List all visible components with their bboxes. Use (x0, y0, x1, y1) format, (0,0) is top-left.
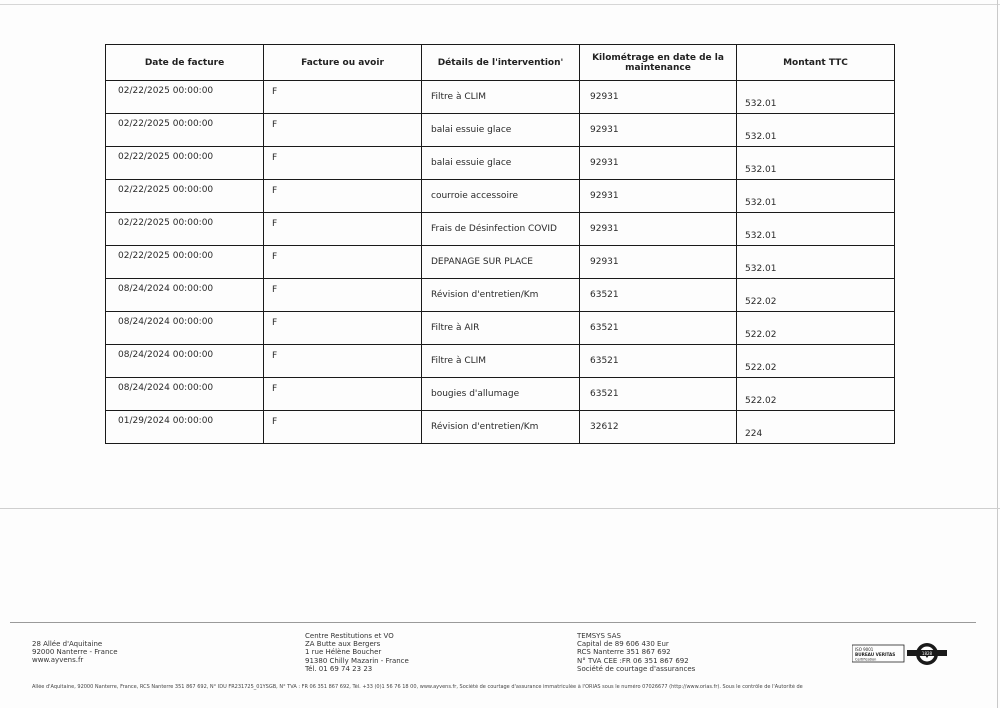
right-scan-edge (997, 0, 998, 708)
row-mileage: 32612 (580, 411, 737, 444)
row-type: F (264, 213, 422, 246)
footer-line: ZA Butte aux Bergers (305, 640, 381, 649)
row-type: F (264, 279, 422, 312)
footer-line: RCS Nanterre 351 867 692 (577, 648, 671, 657)
header-amount: Montant TTC (737, 45, 895, 81)
row-mileage: 92931 (580, 81, 737, 114)
row-details: Révision d'entretien/Km (422, 411, 580, 444)
row-type: F (264, 378, 422, 411)
row-details: Révision d'entretien/Km (422, 279, 580, 312)
footer-address-hq (32, 640, 118, 665)
table-row (106, 312, 895, 345)
row-amount: 522.02 (737, 345, 895, 378)
row-amount: 522.02 (737, 312, 895, 345)
row-date: 02/22/2025 00:00:00 (106, 180, 264, 213)
table-row (106, 81, 895, 114)
table-row (106, 213, 895, 246)
footer-line: 28 Allée d'Aquitaine (32, 640, 103, 648)
table-row (106, 378, 895, 411)
footer-website: www.ayvens.fr (32, 656, 84, 665)
row-amount: 532.01 (737, 180, 895, 213)
row-details: courroie accessoire (422, 180, 580, 213)
row-details: Filtre à CLIM (422, 345, 580, 378)
row-type: F (264, 411, 422, 444)
row-type: F (264, 114, 422, 147)
row-mileage: 92931 (580, 213, 737, 246)
row-details: balai essuie glace (422, 114, 580, 147)
row-date: 08/24/2024 00:00:00 (106, 345, 264, 378)
row-type: F (264, 246, 422, 279)
row-date: 02/22/2025 00:00:00 (106, 213, 264, 246)
row-date: 08/24/2024 00:00:00 (106, 312, 264, 345)
footer-phone: Tél. 01 69 74 23 23 (305, 664, 373, 673)
footer-divider (10, 622, 976, 623)
row-type: F (264, 180, 422, 213)
row-type: F (264, 345, 422, 378)
footer-line: Société de courtage d'assurances (577, 664, 696, 673)
table-row (106, 147, 895, 180)
table-row (106, 180, 895, 213)
row-type: F (264, 147, 422, 180)
header-date: Date de facture (106, 45, 264, 81)
footer-line: 91380 Chilly Mazarin - France (305, 656, 409, 665)
page-divider (0, 508, 1000, 509)
header-type: Facture ou avoir (264, 45, 422, 81)
row-date: 02/22/2025 00:00:00 (106, 81, 264, 114)
svg-text:Certification: Certification (855, 657, 877, 662)
row-date: 08/24/2024 00:00:00 (106, 279, 264, 312)
row-amount: 532.01 (737, 147, 895, 180)
footer-line: 92000 Nanterre - France (32, 648, 118, 657)
certification-badge (852, 642, 950, 666)
row-mileage: 92931 (580, 147, 737, 180)
row-mileage: 63521 (580, 312, 737, 345)
footer-line: Capital de 89 606 430 Eur (577, 640, 669, 649)
row-mileage: 92931 (580, 246, 737, 279)
footer-line: Centre Restitutions et VO (305, 632, 394, 640)
footer-line: N° TVA CEE :FR 06 351 867 692 (577, 656, 689, 665)
row-amount: 532.01 (737, 114, 895, 147)
legal-line: Allée d'Aquitaine, 92000 Nanterre, France, RCS Nanterre 351 867 692, N° IDU FR231725_01YSGB, N° TVA : FR 06 351 867 692, Tél. +33 (0)1 56 76 18 00, www.ayvens.fr, Société de courtage d'assurance immatriculée à l'ORIAS sous le numéro 07026677 (http://www.orias.fr). Sous le contrôle de l'Autorité de (32, 684, 803, 690)
row-mileage: 92931 (580, 114, 737, 147)
svg-text:ISO 9001: ISO 9001 (855, 647, 874, 652)
row-amount: 522.02 (737, 378, 895, 411)
row-date: 08/24/2024 00:00:00 (106, 378, 264, 411)
footer-legal-text (32, 684, 952, 702)
row-type: F (264, 312, 422, 345)
row-mileage: 63521 (580, 345, 737, 378)
row-date: 01/29/2024 00:00:00 (106, 411, 264, 444)
row-date: 02/22/2025 00:00:00 (106, 147, 264, 180)
row-details: balai essuie glace (422, 147, 580, 180)
bureau-veritas-logo (852, 642, 950, 666)
header-mileage: Kilométrage en date de la maintenance (580, 45, 737, 81)
footer-address-center (305, 632, 409, 673)
svg-text:BUREAU VERITAS: BUREAU VERITAS (855, 652, 896, 657)
row-details: Filtre à CLIM (422, 81, 580, 114)
table-row (106, 279, 895, 312)
table-row (106, 411, 895, 444)
row-details: DEPANAGE SUR PLACE (422, 246, 580, 279)
table-row (106, 114, 895, 147)
row-details: Filtre à AIR (422, 312, 580, 345)
row-date: 02/22/2025 00:00:00 (106, 114, 264, 147)
maintenance-invoice-table (105, 44, 895, 444)
row-amount: 532.01 (737, 246, 895, 279)
row-date: 02/22/2025 00:00:00 (106, 246, 264, 279)
table-row (106, 345, 895, 378)
footer-line: 1 rue Hélène Boucher (305, 648, 382, 657)
row-details: Frais de Désinfection COVID (422, 213, 580, 246)
row-details: bougies d'allumage (422, 378, 580, 411)
row-amount: 532.01 (737, 81, 895, 114)
row-mileage: 92931 (580, 180, 737, 213)
row-type: F (264, 81, 422, 114)
header-details: Détails de l'intervention' (422, 45, 580, 81)
footer-line: TEMSYS SAS (577, 632, 621, 640)
row-amount: 522.02 (737, 279, 895, 312)
row-mileage: 63521 (580, 279, 737, 312)
table-row (106, 246, 895, 279)
row-amount: 532.01 (737, 213, 895, 246)
row-amount: 224 (737, 411, 895, 444)
footer-company-info (577, 632, 695, 673)
svg-text:1828: 1828 (921, 651, 933, 656)
table-header-row (106, 45, 895, 81)
top-scan-edge (0, 4, 1000, 5)
row-mileage: 63521 (580, 378, 737, 411)
